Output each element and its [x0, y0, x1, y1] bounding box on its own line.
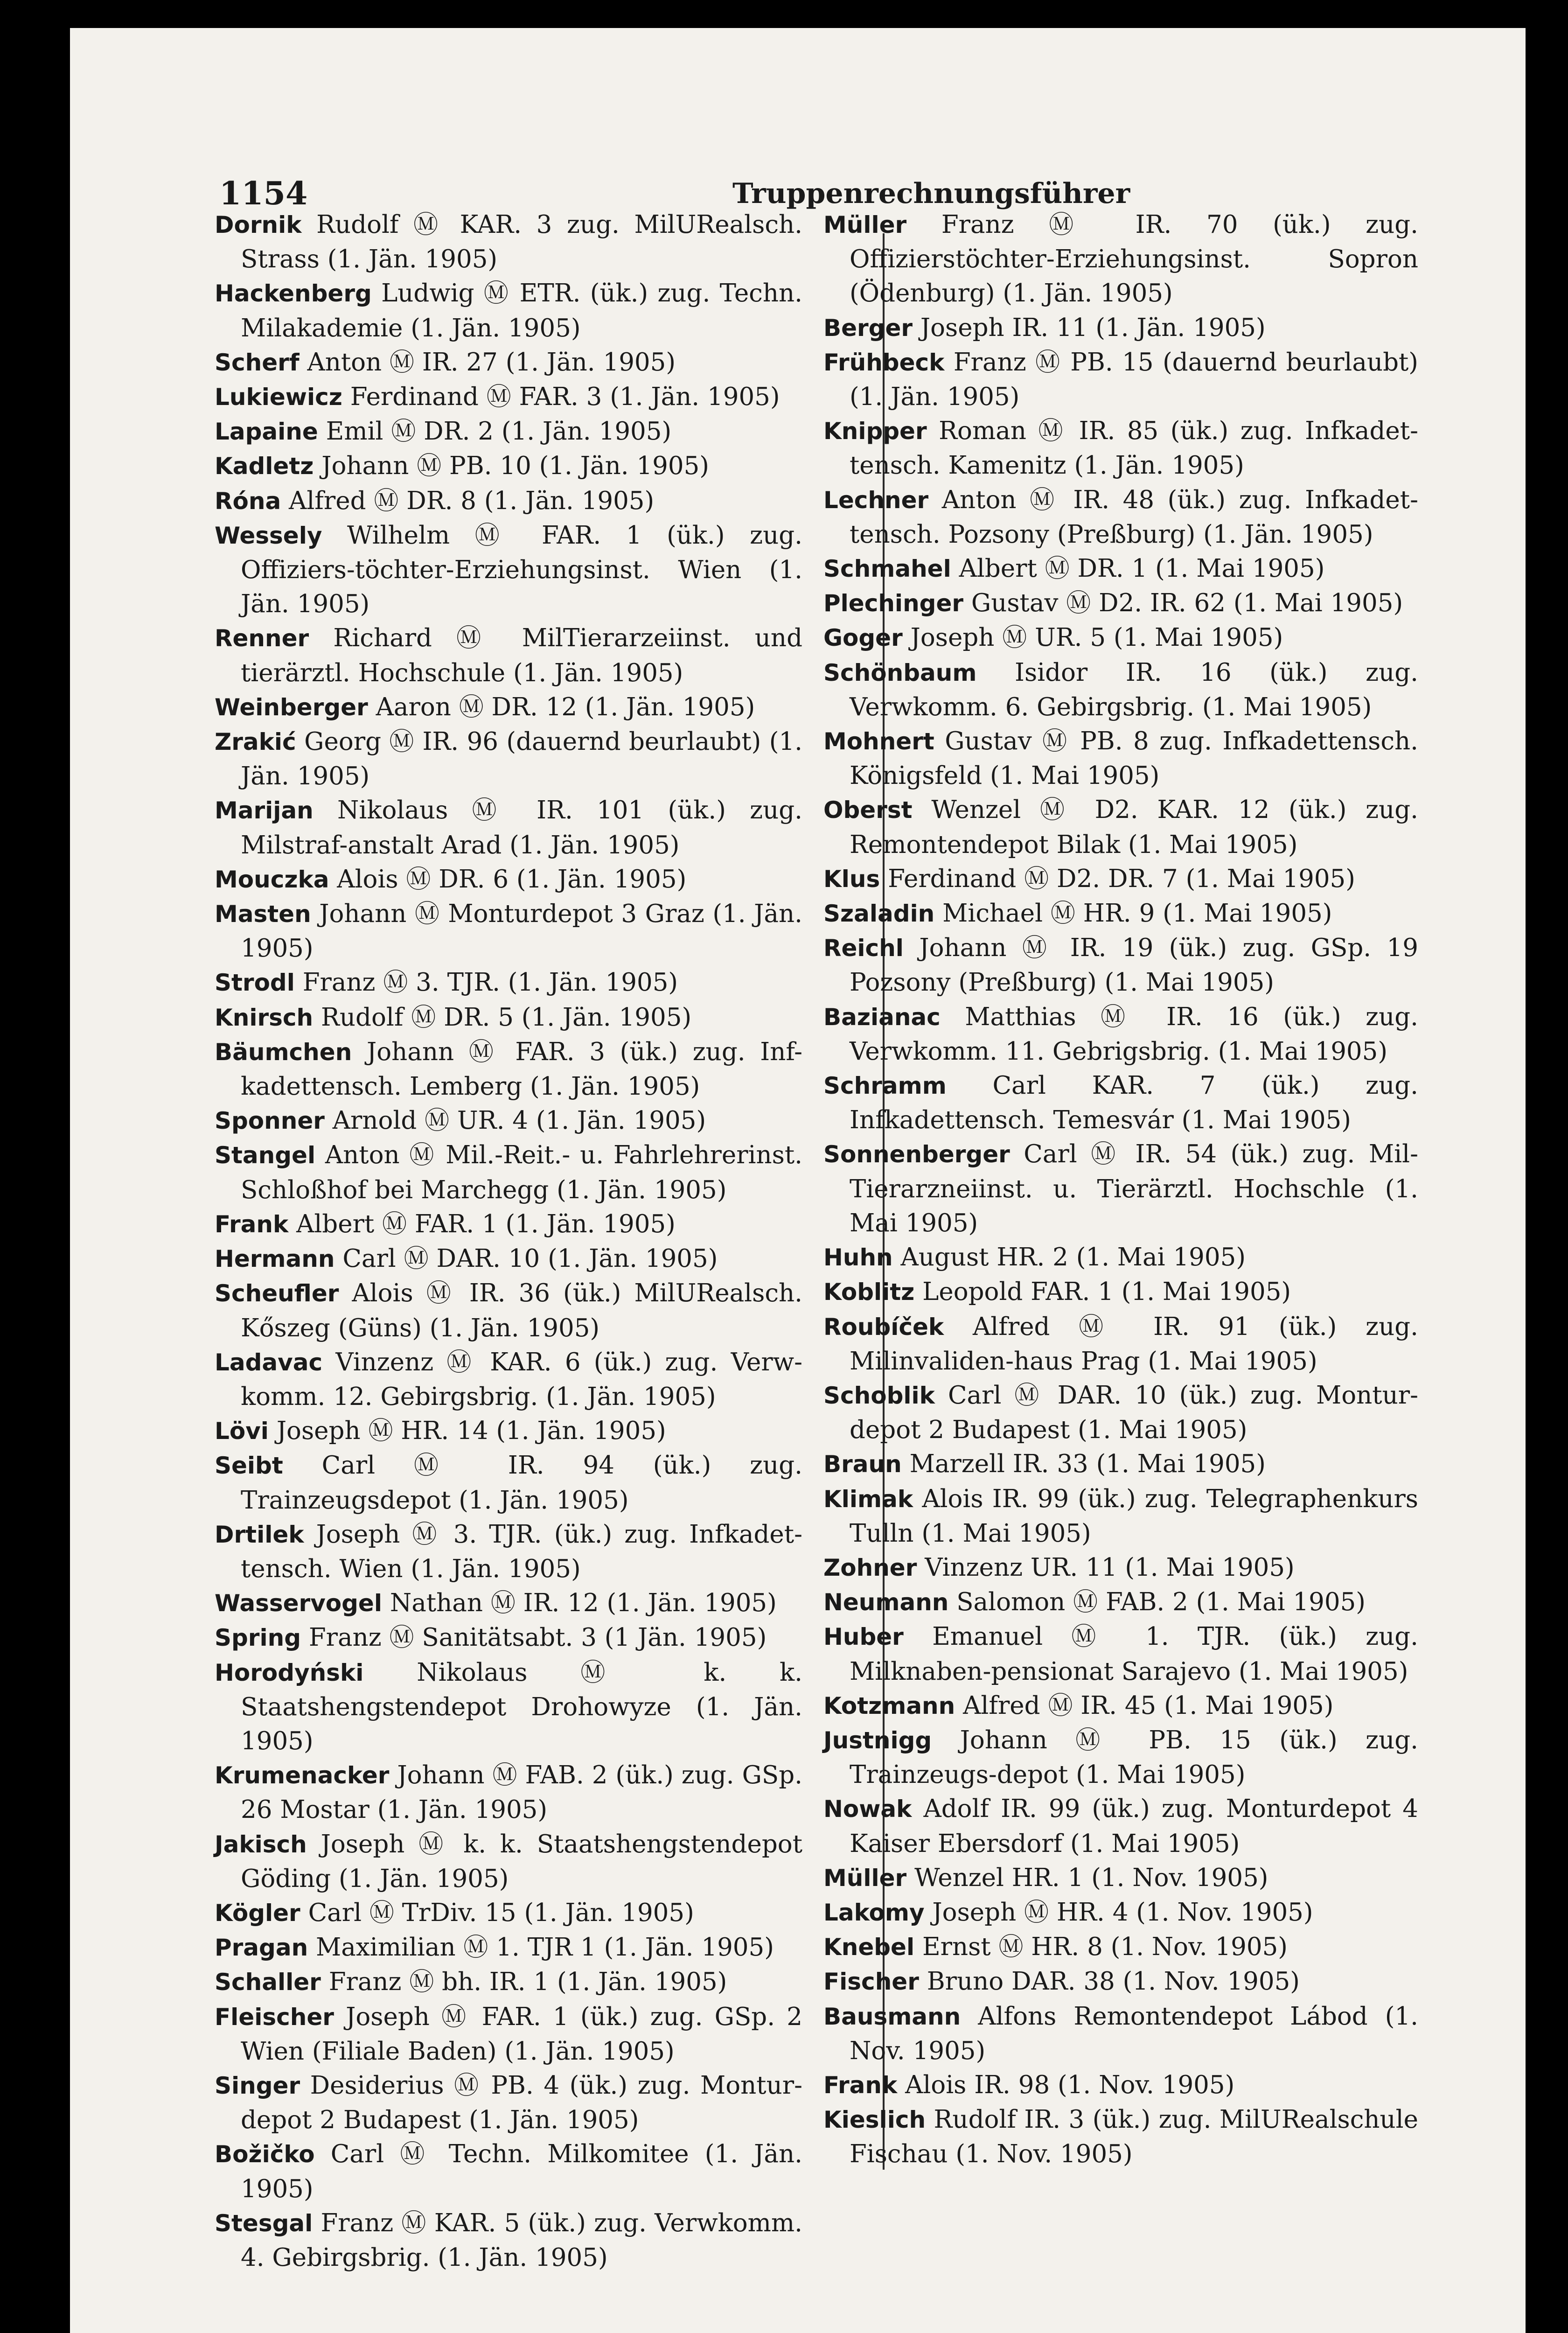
- entry-surname: Dornik: [215, 211, 302, 238]
- entry-details: Albert Ⓜ DR. 1 (1. Mai 1905): [959, 554, 1325, 583]
- entry-surname: Justnigg: [823, 1726, 932, 1754]
- entry-surname: Huhn: [823, 1244, 893, 1271]
- register-entry: [215, 518, 802, 622]
- entry-details: Alois Ⓜ DR. 6 (1. Jän. 1905): [337, 865, 687, 894]
- entry-details: Alfred Ⓜ IR. 91 (ük.) zug. Milinvaliden-haus Prag (1. Mai 1905): [850, 1312, 1418, 1376]
- register-entry: [215, 1621, 802, 1655]
- register-entry: [215, 1276, 802, 1345]
- register-entry: [215, 1000, 802, 1035]
- entry-details: Desiderius Ⓜ PB. 4 (ük.) zug. Montur-depot 2 Budapest (1. Jän. 1905): [241, 2071, 802, 2135]
- entry-details: Alois Ⓜ IR. 36 (ük.) MilURealsch. Kőszeg (Güns) (1. Jän. 1905): [241, 1279, 802, 1342]
- entry-surname: Frühbeck: [823, 349, 945, 376]
- register-entry: [215, 345, 802, 380]
- register-entry: [215, 793, 802, 862]
- entry-surname: Fischer: [823, 1968, 919, 1996]
- register-entry: [215, 380, 802, 414]
- entry-details: Wilhelm Ⓜ FAR. 1 (ük.) zug. Offiziers-töchter-Erziehungsinst. Wien (1. Jän. 1905): [241, 521, 802, 619]
- entry-details: Isidor IR. 16 (ük.) zug. Verwkomm. 6. Gebirgsbrig. (1. Mai 1905): [850, 658, 1418, 721]
- entry-surname: Božičko: [215, 2141, 315, 2168]
- entry-details: Franz Ⓜ Sanitätsabt. 3 (1 Jän. 1905): [308, 1623, 767, 1652]
- entry-details: Albert Ⓜ FAR. 1 (1. Jän. 1905): [296, 1209, 676, 1238]
- register-entry: [823, 1310, 1418, 1378]
- register-entry: [823, 656, 1418, 724]
- entry-surname: Müller: [823, 211, 907, 238]
- entry-details: Joseph Ⓜ k. k. Staatshengstendepot Göding (1. Jän. 1905): [241, 1830, 802, 1893]
- entry-surname: Jakisch: [215, 1830, 307, 1858]
- entry-details: Arnold Ⓜ UR. 4 (1. Jän. 1905): [332, 1106, 706, 1135]
- entry-details: Ernst Ⓜ HR. 8 (1. Nov. 1905): [922, 1933, 1288, 1962]
- entry-surname: Sonnenberger: [823, 1141, 1010, 1168]
- entry-surname: Müller: [823, 1864, 907, 1892]
- entry-details: Rudolf Ⓜ DR. 5 (1. Jän. 1905): [321, 1003, 692, 1032]
- entry-surname: Seibt: [215, 1452, 283, 1480]
- entry-surname: Scherf: [215, 349, 300, 376]
- entry-surname: Zohner: [823, 1554, 917, 1581]
- register-entry: [215, 1448, 802, 1517]
- register-entry: [823, 931, 1418, 999]
- register-entry: [215, 2137, 802, 2206]
- entry-details: Rudolf IR. 3 (ük.) zug. MilURealschule Fischau (1. Nov. 1905): [850, 2105, 1418, 2169]
- entry-details: Carl Ⓜ TrDiv. 15 (1. Jän. 1905): [308, 1898, 694, 1927]
- entry-details: Joseph Ⓜ FAR. 1 (ük.) zug. GSp. 2 Wien (Filiale Baden) (1. Jän. 1905): [241, 2002, 802, 2066]
- entry-surname: Masten: [215, 901, 311, 928]
- entry-surname: Weinberger: [215, 693, 368, 721]
- register-entry: [215, 208, 802, 276]
- register-entry: [215, 1138, 802, 1207]
- entry-surname: Strodl: [215, 969, 295, 997]
- entry-details: Joseph Ⓜ HR. 4 (1. Nov. 1905): [932, 1898, 1313, 1927]
- entry-surname: Nowak: [823, 1795, 912, 1823]
- entry-surname: Schmahel: [823, 555, 951, 583]
- register-entry: [823, 1551, 1418, 1585]
- entry-details: Anton Ⓜ IR. 27 (1. Jän. 1905): [307, 348, 676, 377]
- entry-details: August HR. 2 (1. Mai 1905): [900, 1243, 1246, 1272]
- entry-details: Wenzel Ⓜ D2. KAR. 12 (ük.) zug. Remontendepot Bilak (1. Mai 1905): [850, 796, 1418, 859]
- entry-surname: Huber: [823, 1623, 904, 1651]
- entry-surname: Bäumchen: [215, 1038, 352, 1066]
- register-entry: [215, 414, 802, 449]
- entry-details: Anton Ⓜ Mil.-Reit.- u. Fahrlehrerinst. Schloßhof bei Marchegg (1. Jän. 1905): [241, 1141, 802, 1204]
- register-entry: [823, 1378, 1418, 1447]
- entry-details: Nathan Ⓜ IR. 12 (1. Jän. 1905): [390, 1589, 777, 1618]
- entry-details: Carl Ⓜ IR. 54 (ük.) zug. Mil-Tierarzneiinst. u. Tierärztl. Hochschle (1. Mai 1905): [850, 1140, 1418, 1237]
- entry-details: Georg Ⓜ IR. 96 (dauernd beurlaubt) (1. Jän. 1905): [241, 727, 802, 791]
- entry-surname: Braun: [823, 1451, 902, 1478]
- entry-surname: Drtilek: [215, 1521, 304, 1548]
- register-entry: [215, 276, 802, 345]
- entry-surname: Kögler: [215, 1899, 300, 1927]
- entry-details: Nikolaus Ⓜ IR. 101 (ük.) zug. Milstraf-anstalt Arad (1. Jän. 1905): [241, 796, 802, 859]
- entry-surname: Schaller: [215, 1969, 321, 1996]
- entry-details: Alfred Ⓜ IR. 45 (1. Mai 1905): [963, 1691, 1334, 1720]
- entry-details: Ludwig Ⓜ ETR. (ük.) zug. Techn. Milakademie (1. Jän. 1905): [241, 279, 802, 342]
- entry-surname: Wessely: [215, 522, 322, 549]
- entry-details: Alfons Remontendepot Lábod (1. Nov. 1905): [850, 2002, 1418, 2065]
- register-entry: [823, 1895, 1418, 1930]
- entry-details: Franz Ⓜ PB. 15 (dauernd beurlaubt) (1. Jän. 1905): [850, 348, 1418, 412]
- register-entry: [215, 1345, 802, 1414]
- entry-details: Carl KAR. 7 (ük.) zug. Infkadettensch. Temesvár (1. Mai 1905): [850, 1071, 1418, 1135]
- entry-surname: Lakomy: [823, 1899, 925, 1926]
- register-entry: [823, 1585, 1418, 1620]
- entry-details: Gustav Ⓜ PB. 8 zug. Infkadettensch. Königsfeld (1. Mai 1905): [850, 727, 1418, 790]
- entry-details: Franz Ⓜ IR. 70 (ük.) zug. Offizierstöchter-Erziehungsinst. Sopron (Ödenburg) (1. Jän. 1905): [850, 210, 1418, 308]
- register-entry: [823, 1964, 1418, 1999]
- register-entry: [215, 1035, 802, 1104]
- register-entry: [823, 1240, 1418, 1275]
- entry-surname: Lapaine: [215, 418, 318, 446]
- entry-details: Michael Ⓜ HR. 9 (1. Mai 1905): [942, 899, 1332, 928]
- entry-surname: Reichl: [823, 935, 904, 962]
- entry-details: Joseph Ⓜ UR. 5 (1. Mai 1905): [910, 623, 1283, 652]
- entry-details: Bruno DAR. 38 (1. Nov. 1905): [927, 1967, 1300, 1996]
- entry-surname: Kotzmann: [823, 1692, 955, 1719]
- register-entry: [215, 1896, 802, 1930]
- entry-details: Johann Ⓜ FAR. 3 (ük.) zug. Inf-kadettensch. Lemberg (1. Jän. 1905): [241, 1037, 802, 1101]
- entry-details: Franz Ⓜ KAR. 5 (ük.) zug. Verwkomm. 4. Gebirgsbrig. (1. Jän. 1905): [241, 2208, 802, 2272]
- register-entry: [823, 1620, 1418, 1688]
- entry-surname: Zrakić: [215, 728, 296, 756]
- register-entry: [215, 897, 802, 965]
- entry-surname: Mouczka: [215, 866, 329, 893]
- entry-details: Emanuel Ⓜ 1. TJR. (ük.) zug. Milknaben-pensionat Sarajevo (1. Mai 1905): [850, 1622, 1418, 1686]
- entry-details: Johann Ⓜ PB. 10 (1. Jän. 1905): [321, 452, 709, 481]
- entry-surname: Marijan: [215, 797, 314, 824]
- entry-surname: Schramm: [823, 1072, 947, 1100]
- entry-details: Leopold FAR. 1 (1. Mai 1905): [922, 1278, 1291, 1306]
- register-entry: [215, 1655, 802, 1759]
- entry-surname: Horodyński: [215, 1659, 364, 1686]
- register-entry: [823, 1069, 1418, 1137]
- entry-details: Emil Ⓜ DR. 2 (1. Jän. 1905): [326, 417, 672, 446]
- register-entry: [215, 449, 802, 483]
- entry-surname: Bausmann: [823, 2003, 961, 2030]
- entry-details: Wenzel HR. 1 (1. Nov. 1905): [914, 1863, 1268, 1892]
- register-entry: [823, 1792, 1418, 1860]
- entry-surname: Stesgal: [215, 2209, 313, 2237]
- entry-surname: Bazianac: [823, 1003, 941, 1031]
- register-entry: [215, 1517, 802, 1586]
- left-column: [215, 208, 802, 2275]
- register-entry: [823, 586, 1418, 621]
- register-entry: [215, 965, 802, 1000]
- register-entry: [823, 1999, 1418, 2068]
- register-entry: [215, 484, 802, 518]
- entry-details: Alfred Ⓜ DR. 8 (1. Jän. 1905): [289, 486, 655, 515]
- entry-surname: Koblitz: [823, 1278, 915, 1306]
- entry-surname: Berger: [823, 314, 913, 342]
- register-entry: [215, 2068, 802, 2137]
- entry-surname: Schoblik: [823, 1382, 935, 1409]
- entry-surname: Klus: [823, 865, 880, 893]
- entry-surname: Kadletz: [215, 453, 314, 480]
- entry-surname: Kieslich: [823, 2106, 926, 2134]
- register-entry: [823, 1930, 1418, 1964]
- register-entry: [823, 1689, 1418, 1723]
- running-head: Truppenrechnungsführer: [732, 177, 1130, 210]
- entry-details: Alois IR. 98 (1. Nov. 1905): [905, 2070, 1235, 2099]
- register-entry: [823, 2102, 1418, 2171]
- register-entry: [823, 345, 1418, 414]
- entry-surname: Frank: [215, 1210, 289, 1238]
- register-entry: [215, 725, 802, 793]
- entry-surname: Schönbaum: [823, 659, 977, 686]
- register-entry: [215, 1414, 802, 1448]
- entry-surname: Knirsch: [215, 1004, 314, 1031]
- register-entry: [215, 1242, 802, 1276]
- right-column: [823, 208, 1418, 2172]
- entry-surname: Singer: [215, 2072, 300, 2099]
- entry-details: Carl Ⓜ IR. 94 (ük.) zug. Trainzeugsdepot (1. Jän. 1905): [241, 1451, 802, 1515]
- entry-details: Johann Ⓜ FAB. 2 (ük.) zug. GSp. 26 Mostar (1. Jän. 1905): [241, 1761, 802, 1824]
- entry-details: Matthias Ⓜ IR. 16 (ük.) zug. Verwkomm. 11. Gebrigsbrig. (1. Mai 1905): [850, 1002, 1418, 1066]
- entry-details: Gustav Ⓜ D2. IR. 62 (1. Mai 1905): [971, 589, 1403, 618]
- entry-surname: Knipper: [823, 418, 927, 445]
- entry-surname: Roubíček: [823, 1313, 944, 1341]
- register-entry: [823, 311, 1418, 345]
- register-entry: [215, 1930, 802, 1965]
- register-entry: [823, 208, 1418, 311]
- entry-surname: Krumenacker: [215, 1762, 390, 1789]
- entry-surname: Stangel: [215, 1142, 316, 1169]
- register-entry: [215, 690, 802, 725]
- register-entry: [215, 1207, 802, 1242]
- entry-surname: Neumann: [823, 1589, 949, 1616]
- entry-details: Adolf IR. 99 (ük.) zug. Monturdepot 4 Kaiser Ebersdorf (1. Mai 1905): [850, 1795, 1418, 1858]
- register-entry: [823, 414, 1418, 482]
- register-entry: [215, 1586, 802, 1621]
- register-entry: [215, 862, 802, 897]
- entry-surname: Scheufler: [215, 1280, 339, 1307]
- entry-surname: Lukiewicz: [215, 384, 342, 411]
- register-entry: [823, 1723, 1418, 1792]
- entry-details: Johann Ⓜ PB. 15 (ük.) zug. Trainzeugs-depot (1. Mai 1905): [850, 1725, 1418, 1789]
- entry-surname: Pragan: [215, 1934, 308, 1962]
- entry-surname: Plechinger: [823, 590, 964, 617]
- register-entry: [823, 724, 1418, 793]
- entry-details: Marzell IR. 33 (1. Mai 1905): [909, 1450, 1266, 1479]
- entry-details: Nikolaus Ⓜ k. k. Staatshengstendepot Drohowyze (1. Jän. 1905): [241, 1658, 802, 1755]
- entry-details: Ferdinand Ⓜ FAR. 3 (1. Jän. 1905): [350, 383, 780, 412]
- register-entry: [215, 2206, 802, 2275]
- entry-surname: Ladavac: [215, 1348, 323, 1376]
- entry-details: Carl Ⓜ DAR. 10 (1. Jän. 1905): [342, 1244, 718, 1273]
- entry-surname: Lövi: [215, 1418, 269, 1445]
- entry-details: Anton Ⓜ IR. 48 (ük.) zug. Infkadet-tensch. Pozsony (Preßburg) (1. Jän. 1905): [850, 485, 1418, 549]
- entry-surname: Hermann: [215, 1245, 335, 1273]
- entry-details: Roman Ⓜ IR. 85 (ük.) zug. Infkadet-tensch. Kamenitz (1. Jän. 1905): [850, 417, 1418, 480]
- entry-details: Joseph Ⓜ 3. TJR. (ük.) zug. Infkadet-tensch. Wien (1. Jän. 1905): [241, 1520, 802, 1583]
- entry-surname: Frank: [823, 2071, 898, 2099]
- register-entry: [823, 1275, 1418, 1309]
- entry-details: Franz Ⓜ bh. IR. 1 (1. Jän. 1905): [328, 1968, 727, 1997]
- register-entry: [823, 2068, 1418, 2102]
- entry-surname: Hackenberg: [215, 280, 372, 307]
- register-entry: [823, 896, 1418, 931]
- entry-details: Aaron Ⓜ DR. 12 (1. Jän. 1905): [376, 692, 755, 721]
- entry-details: Johann Ⓜ Monturdepot 3 Graz (1. Jän. 1905): [241, 900, 802, 963]
- register-entry: [823, 621, 1418, 655]
- register-entry: [215, 1758, 802, 1827]
- entry-details: Vinzenz Ⓜ KAR. 6 (ük.) zug. Verw-komm. 12. Gebirgsbrig. (1. Jän. 1905): [241, 1348, 802, 1411]
- entry-surname: Klimak: [823, 1485, 913, 1513]
- page-number: 1154: [219, 175, 308, 212]
- entry-surname: Renner: [215, 625, 309, 652]
- register-entry: [823, 862, 1418, 896]
- entry-surname: Spring: [215, 1624, 301, 1652]
- register-entry: [823, 793, 1418, 861]
- entry-surname: Szaladin: [823, 900, 935, 928]
- entry-details: Joseph IR. 11 (1. Jän. 1905): [920, 313, 1266, 342]
- entry-surname: Oberst: [823, 796, 913, 824]
- register-entry: [823, 1137, 1418, 1240]
- register-entry: [823, 483, 1418, 552]
- register-entry: [823, 1447, 1418, 1481]
- entry-details: Salomon Ⓜ FAB. 2 (1. Mai 1905): [956, 1588, 1366, 1617]
- register-entry: [215, 1965, 802, 1999]
- register-entry: [215, 621, 802, 690]
- entry-details: Johann Ⓜ IR. 19 (ük.) zug. GSp. 19 Pozsony (Preßburg) (1. Mai 1905): [850, 934, 1418, 997]
- entry-surname: Mohnert: [823, 728, 934, 755]
- entry-details: Rudolf Ⓜ KAR. 3 zug. MilURealsch. Strass (1. Jän. 1905): [241, 210, 802, 274]
- entry-details: Carl Ⓜ Techn. Milkomitee (1. Jän. 1905): [241, 2140, 802, 2203]
- entry-surname: Fleischer: [215, 2003, 334, 2031]
- entry-details: Ferdinand Ⓜ D2. DR. 7 (1. Mai 1905): [888, 864, 1355, 893]
- entry-surname: Wasservogel: [215, 1590, 382, 1617]
- register-entry: [215, 2000, 802, 2068]
- register-entry: [215, 1827, 802, 1896]
- entry-surname: Knebel: [823, 1934, 915, 1961]
- entry-surname: Róna: [215, 487, 281, 515]
- entry-surname: Sponner: [215, 1107, 325, 1135]
- entry-details: Franz Ⓜ 3. TJR. (1. Jän. 1905): [302, 968, 678, 997]
- register-entry: [823, 1482, 1418, 1551]
- register-entry: [823, 1861, 1418, 1895]
- register-entry: [823, 552, 1418, 586]
- register-entry: [215, 1104, 802, 1138]
- entry-details: Richard Ⓜ MilTierarzeiinst. und tierärztl. Hochschule (1. Jän. 1905): [241, 624, 802, 687]
- entry-details: Vinzenz UR. 11 (1. Mai 1905): [925, 1553, 1295, 1582]
- entry-details: Alois IR. 99 (ük.) zug. Telegraphenkurs Tulln (1. Mai 1905): [850, 1484, 1418, 1548]
- entry-surname: Goger: [823, 624, 903, 652]
- register-entry: [823, 1000, 1418, 1069]
- entry-surname: Lechner: [823, 486, 929, 514]
- entry-details: Maximilian Ⓜ 1. TJR 1 (1. Jän. 1905): [316, 1933, 774, 1962]
- entry-details: Joseph Ⓜ HR. 14 (1. Jän. 1905): [276, 1417, 666, 1446]
- entry-details: Carl Ⓜ DAR. 10 (ük.) zug. Montur-depot 2 Budapest (1. Mai 1905): [850, 1381, 1418, 1445]
